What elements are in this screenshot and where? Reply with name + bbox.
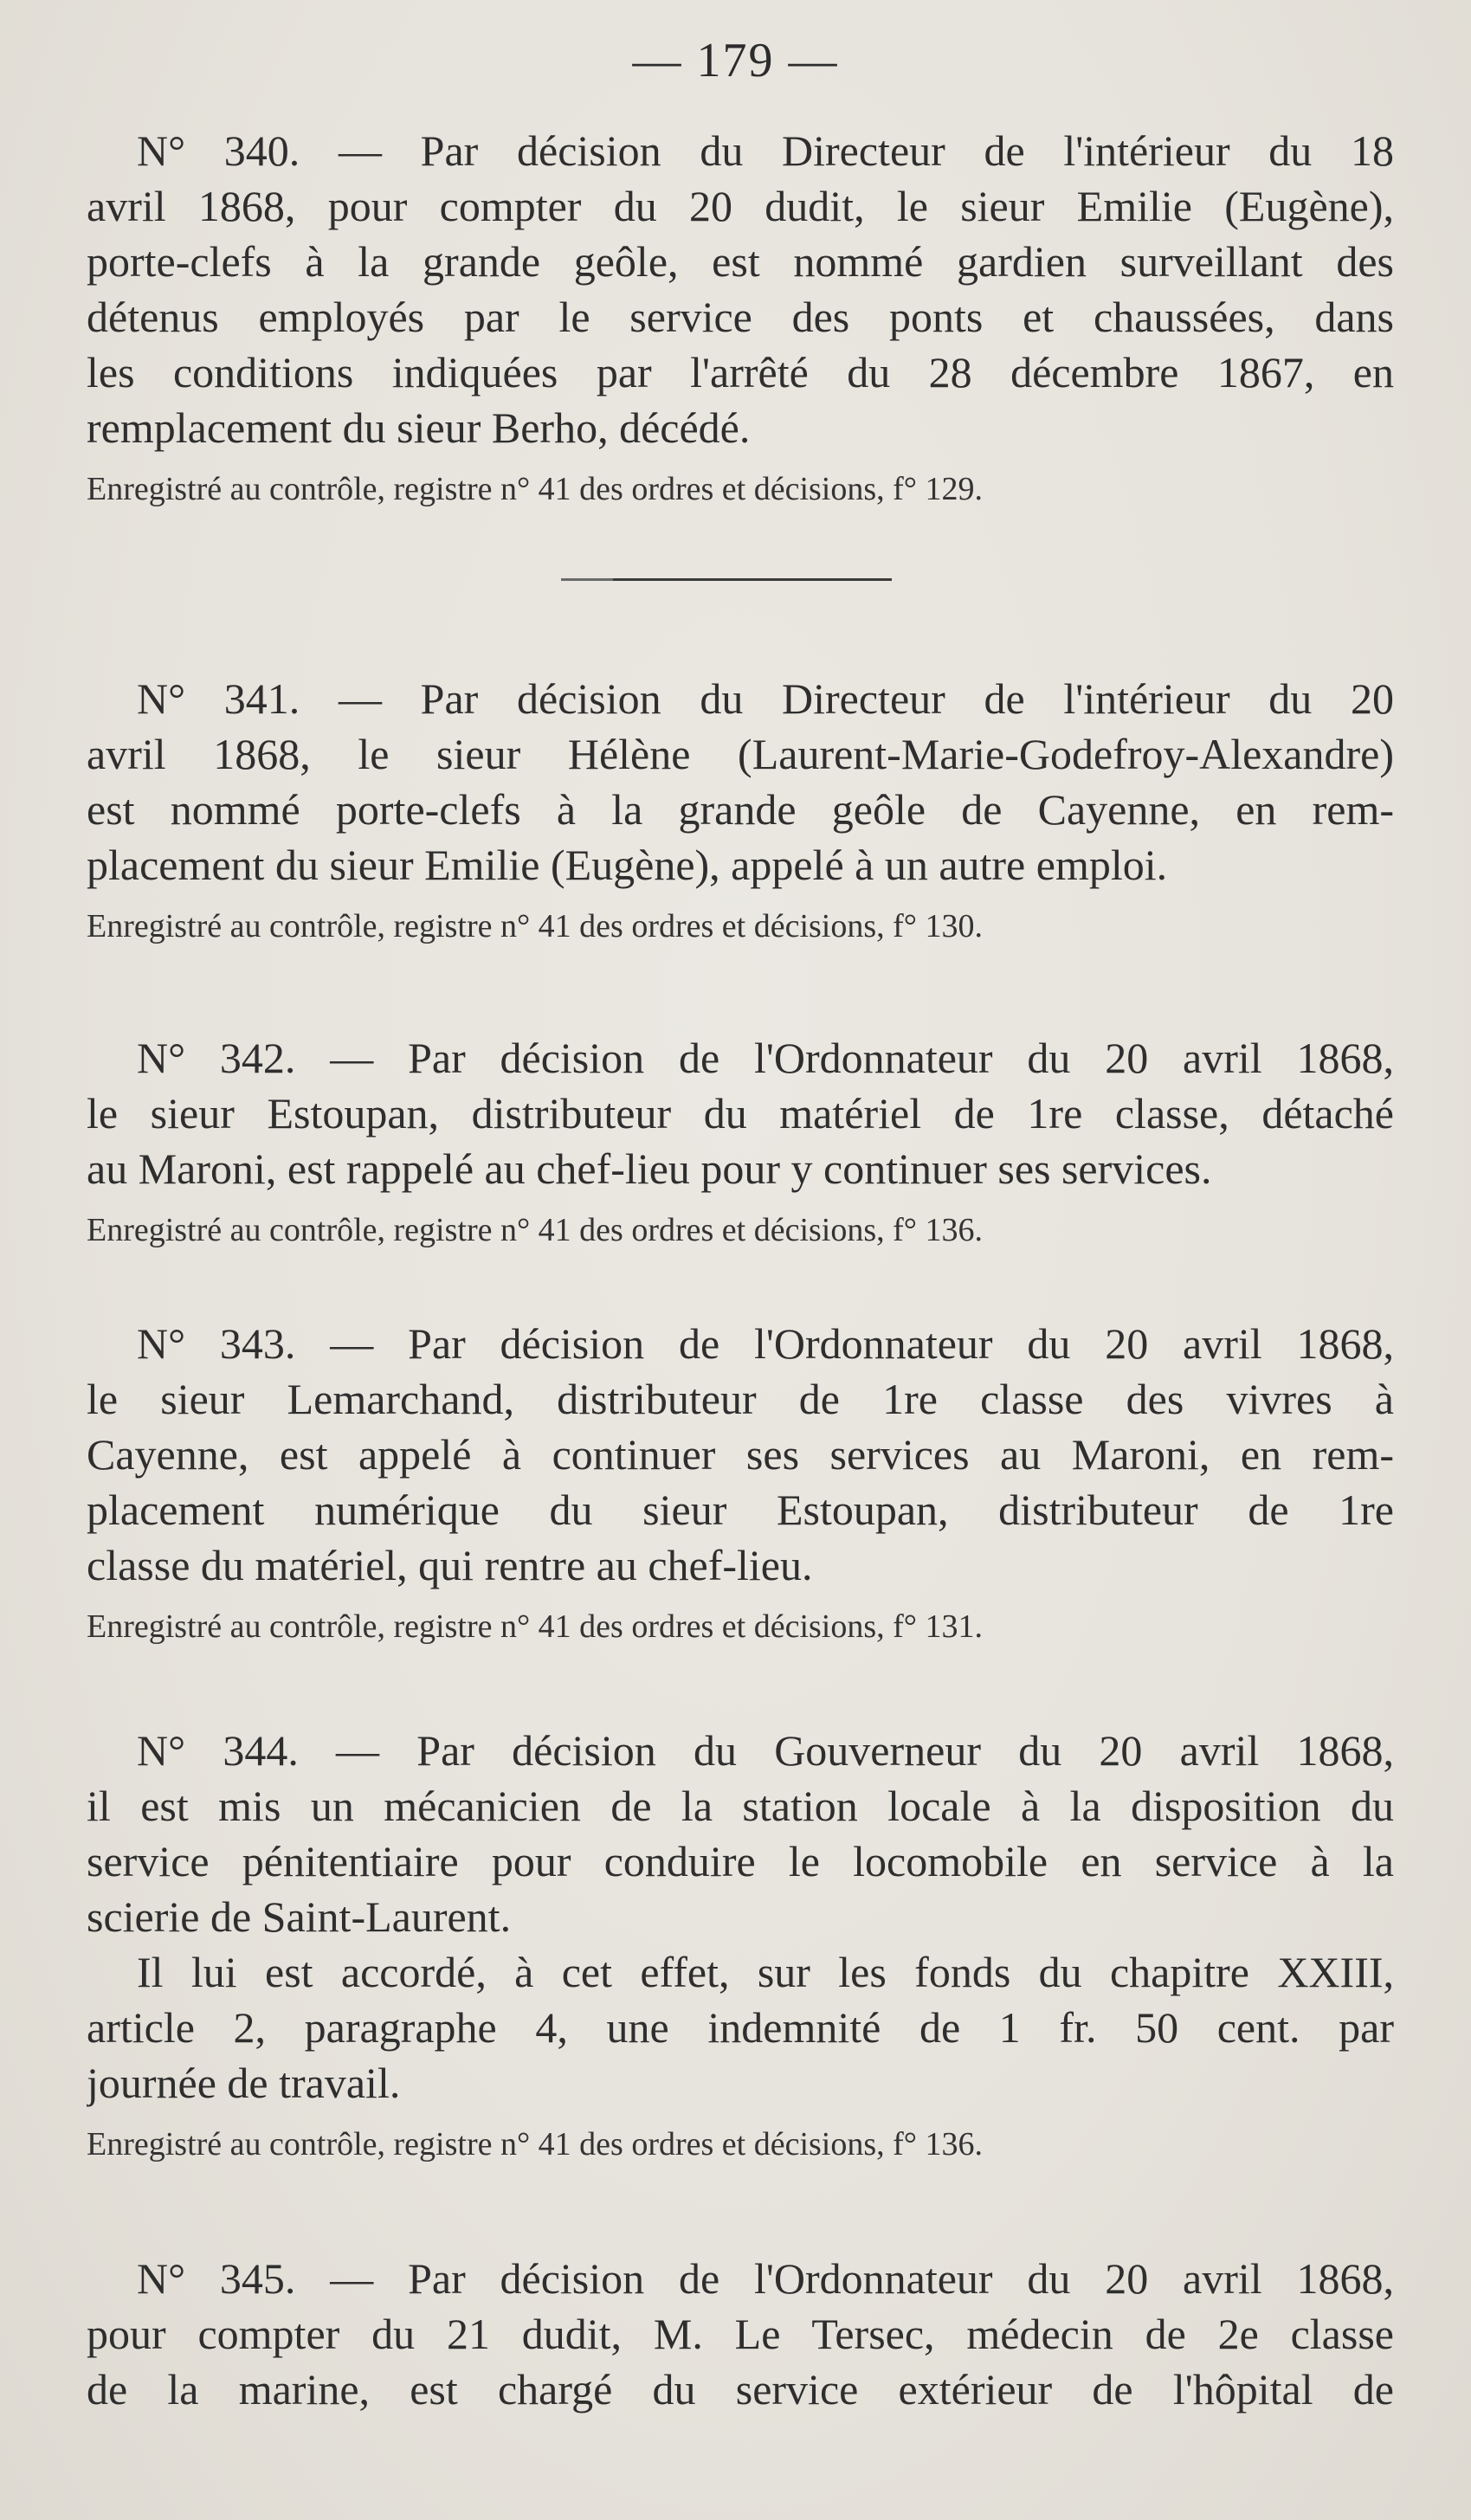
entry-line: article 2, paragraphe 4, une indemnité de 1 fr. 50 cent. par [87, 2003, 1394, 2052]
decision-entry-344 [87, 1723, 1394, 2166]
entry-line: Il lui est accordé, à cet effet, sur les fonds du chapitre XXIII, [137, 1948, 1394, 1996]
entry-line: service pénitentiaire pour conduire le locomobile en service à la [87, 1837, 1394, 1885]
entry-line: au Maroni, est rappelé au chef-lieu pour y continuer ses services. [87, 1144, 1212, 1193]
entry-line: Cayenne, est appelé à continuer ses services au Maroni, en rem- [87, 1430, 1394, 1479]
entry-line: scierie de Saint-Laurent. [87, 1892, 512, 1941]
entry-line: de la marine, est chargé du service extérieur de l'hôpital de [87, 2365, 1394, 2414]
decision-entry-343 [87, 1316, 1394, 1648]
page-number: — 179 — [632, 34, 839, 87]
entry-line: N° 345. — Par décision de l'Ordonnateur du 20 avril 1868, [137, 2254, 1394, 2303]
decision-entry-341 [87, 671, 1394, 948]
registration-note: Enregistré au contrôle, registre n° 41 des ordres et décisions, f° 136. [87, 2126, 983, 2162]
entry-line: N° 342. — Par décision de l'Ordonnateur du 20 avril 1868, [137, 1034, 1394, 1082]
entry-line: pour compter du 21 dudit, M. Le Tersec, médecin de 2e classe [87, 2310, 1394, 2358]
entry-line: porte-clefs à la grande geôle, est nommé gardien surveillant des [87, 237, 1394, 286]
section-divider [571, 578, 892, 581]
entry-line: il est mis un mécanicien de la station locale à la disposition du [87, 1782, 1394, 1830]
entry-line: N° 343. — Par décision de l'Ordonnateur du 20 avril 1868, [137, 1319, 1394, 1368]
entry-line: le sieur Estoupan, distributeur du matériel de 1re classe, détaché [87, 1089, 1394, 1138]
registration-note: Enregistré au contrôle, registre n° 41 des ordres et décisions, f° 136. [87, 1212, 983, 1248]
entry-line: journée de travail. [87, 2059, 401, 2107]
entry-line: les conditions indiquées par l'arrêté du 28 décembre 1867, en [87, 348, 1394, 396]
entry-line: le sieur Lemarchand, distributeur de 1re classe des vivres à [87, 1375, 1394, 1423]
entry-line: détenus employés par le service des ponts et chaussées, dans [87, 293, 1394, 341]
entry-line: classe du matériel, qui rentre au chef-lieu. [87, 1541, 813, 1589]
registration-note: Enregistré au contrôle, registre n° 41 des ordres et décisions, f° 130. [87, 908, 983, 944]
entry-line: N° 340. — Par décision du Directeur de l'intérieur du 18 [137, 126, 1394, 175]
registration-note: Enregistré au contrôle, registre n° 41 des ordres et décisions, f° 131. [87, 1608, 983, 1645]
decision-entry-345 [87, 2251, 1394, 2417]
entry-line: remplacement du sieur Berho, décédé. [87, 403, 751, 452]
entry-line: avril 1868, pour compter du 20 dudit, le sieur Emilie (Eugène), [87, 182, 1394, 230]
entry-line: placement du sieur Emilie (Eugène), appelé à un autre emploi. [87, 841, 1168, 889]
entry-line: est nommé porte-clefs à la grande geôle de Cayenne, en rem- [87, 785, 1394, 834]
registration-note: Enregistré au contrôle, registre n° 41 des ordres et décisions, f° 129. [87, 471, 983, 507]
entry-line: N° 341. — Par décision du Directeur de l'intérieur du 20 [137, 674, 1394, 723]
entry-line: placement numérique du sieur Estoupan, distributeur de 1re [87, 1486, 1394, 1534]
decision-entry-340 [87, 123, 1394, 511]
decision-entry-342 [87, 1030, 1394, 1252]
entry-line: N° 344. — Par décision du Gouverneur du 20 avril 1868, [137, 1726, 1394, 1775]
entry-line: avril 1868, le sieur Hélène (Laurent-Marie-Godefroy-Alexandre) [87, 730, 1394, 778]
